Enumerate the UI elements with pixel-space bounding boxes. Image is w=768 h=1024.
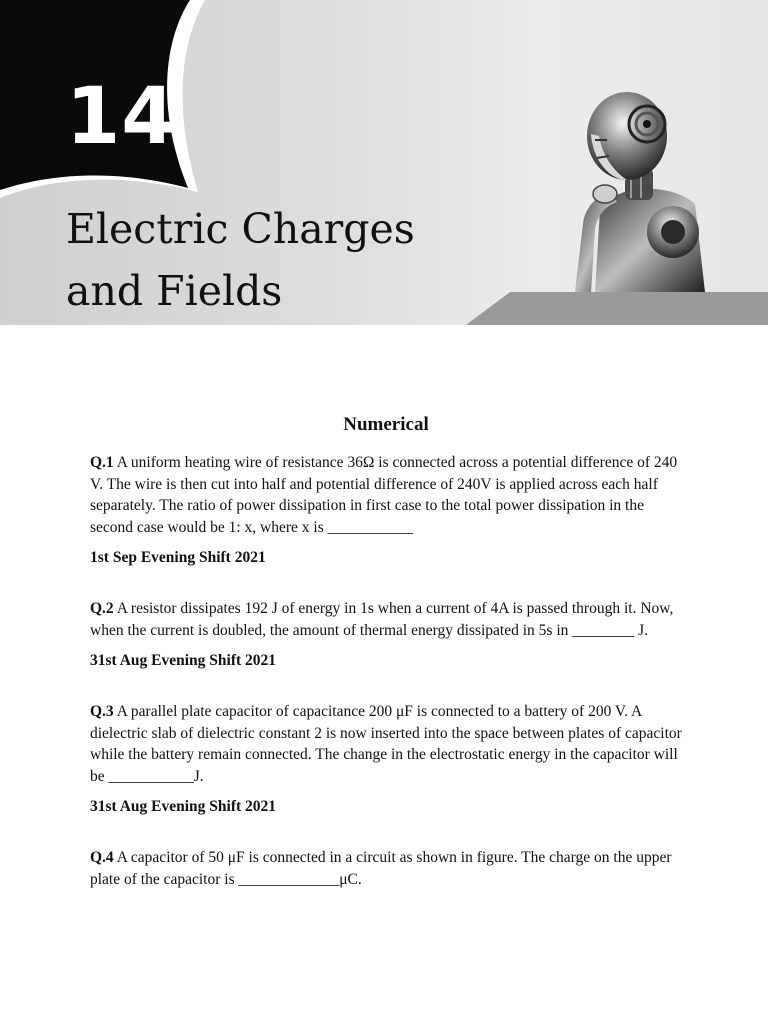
chapter-title-line1: Electric Charges bbox=[66, 205, 415, 253]
exam-shift-label: 31st Aug Evening Shift 2021 bbox=[90, 798, 277, 815]
question-text: A capacitor of 50 μF is connected in a circuit as shown in figure. The charge on the upper plate of the capacitor is _____________μC. bbox=[90, 849, 672, 888]
question-2 bbox=[90, 598, 682, 641]
chapter-title-line2: and Fields bbox=[66, 267, 283, 315]
exam-shift-label: 31st Aug Evening Shift 2021 bbox=[90, 652, 277, 669]
floor-shape bbox=[466, 292, 768, 325]
exam-shift-label: 1st Sep Evening Shift 2021 bbox=[90, 549, 266, 566]
numerical-section bbox=[90, 414, 682, 890]
question-label: Q.2 bbox=[90, 600, 114, 617]
chapter-header bbox=[0, 0, 768, 325]
question-text: A parallel plate capacitor of capacitance 200 μF is connected to a battery of 200 V. A dielectric slab of dielectric constant 2 is now inserted into the space between plates of capacitor while the battery remain connected. The change in the electrostatic energy in the capacitor will be ___________J. bbox=[90, 703, 682, 785]
thinking-robot-icon bbox=[555, 84, 715, 296]
chapter-title bbox=[66, 198, 466, 322]
question-label: Q.1 bbox=[90, 454, 114, 471]
question-text: A resistor dissipates 192 J of energy in 1s when a current of 4A is passed through it. Now, when the current is doubled, the amount of thermal energy dissipated in 5s in ________ J. bbox=[90, 600, 674, 639]
chapter-number: 14 bbox=[66, 72, 177, 162]
question-label: Q.4 bbox=[90, 849, 114, 866]
section-heading: Numerical bbox=[343, 414, 429, 435]
question-text: A uniform heating wire of resistance 36Ω is connected across a potential difference of 240 V. The wire is then cut into half and potential difference of 240V is applied across each half separately. The ratio of power dissipation in first case to the total power dissipation in the second case would be 1: x, where x is ___________ bbox=[90, 454, 678, 536]
question-1 bbox=[90, 452, 682, 538]
question-3 bbox=[90, 701, 682, 787]
question-4 bbox=[90, 847, 682, 890]
question-label: Q.3 bbox=[90, 703, 114, 720]
